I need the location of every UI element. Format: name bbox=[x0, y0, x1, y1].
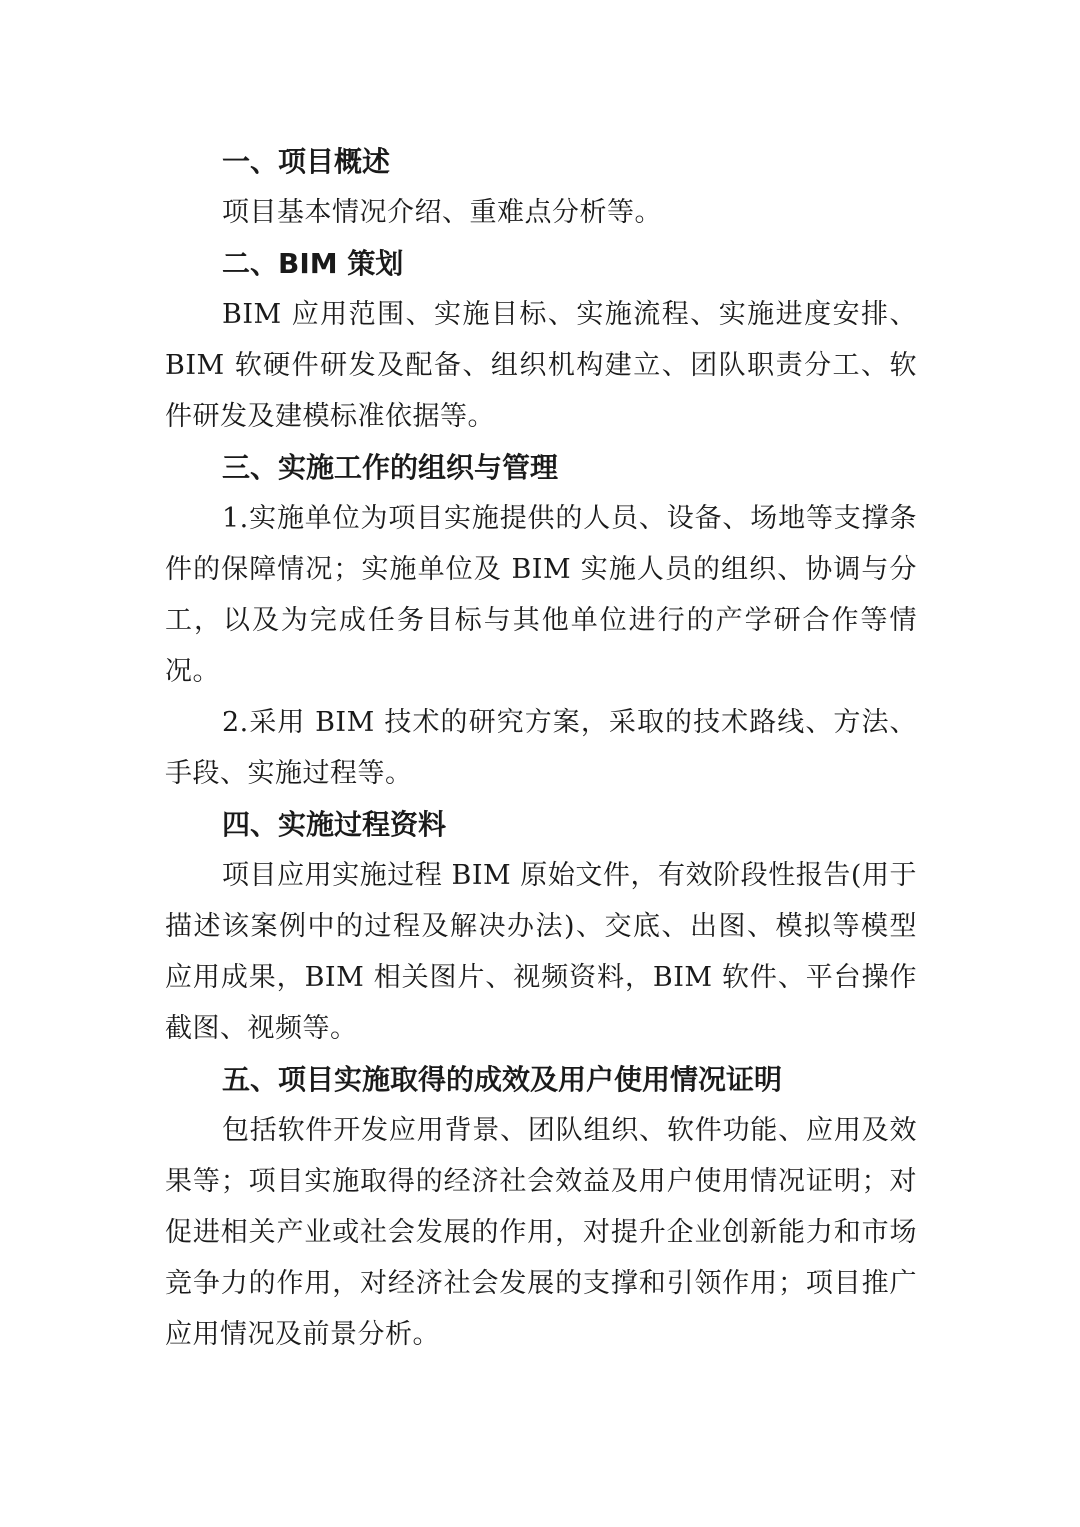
section-3-paragraph-2: 2.采用 BIM 技术的研究方案，采取的技术路线、方法、手段、实施过程等。 bbox=[165, 707, 917, 789]
section-1-paragraph: 项目基本情况介绍、重难点分析等。 bbox=[222, 197, 662, 228]
section-5-paragraph: 包括软件开发应用背景、团队组织、软件功能、应用及效果等；项目实施取得的经济社会效益及用户使用情况证明；对促进相关产业或社会发展的作用，对提升企业创新能力和市场竞争力的作用，对经济社会发展的支撑和引领作用；项目推广应用情况及前景分析。 bbox=[165, 1115, 917, 1350]
section-3-paragraph-1: 1.实施单位为项目实施提供的人员、设备、场地等支撑条件的保障情况；实施单位及 BIM 实施人员的组织、协调与分工，以及为完成任务目标与其他单位进行的产学研合作等情况。 bbox=[165, 503, 917, 687]
section-2-heading: 二、BIM 策划 bbox=[222, 247, 404, 280]
section-4-paragraph: 项目应用实施过程 BIM 原始文件，有效阶段性报告(用于描述该案例中的过程及解决办法)、交底、出图、模拟等模型应用成果，BIM 相关图片、视频资料，BIM 软件、平台操作截图、视频等。 bbox=[165, 860, 917, 1044]
section-3-heading: 三、实施工作的组织与管理 bbox=[222, 451, 559, 484]
section-5-heading: 五、项目实施取得的成效及用户使用情况证明 bbox=[222, 1063, 783, 1096]
section-2-paragraph: BIM 应用范围、实施目标、实施流程、实施进度安排、BIM 软硬件研发及配备、组织机构建立、团队职责分工、软件研发及建模标准依据等。 bbox=[165, 299, 917, 432]
document-page bbox=[165, 136, 917, 1360]
section-4-heading: 四、实施过程资料 bbox=[222, 808, 447, 841]
section-1-heading: 一、项目概述 bbox=[222, 145, 391, 178]
